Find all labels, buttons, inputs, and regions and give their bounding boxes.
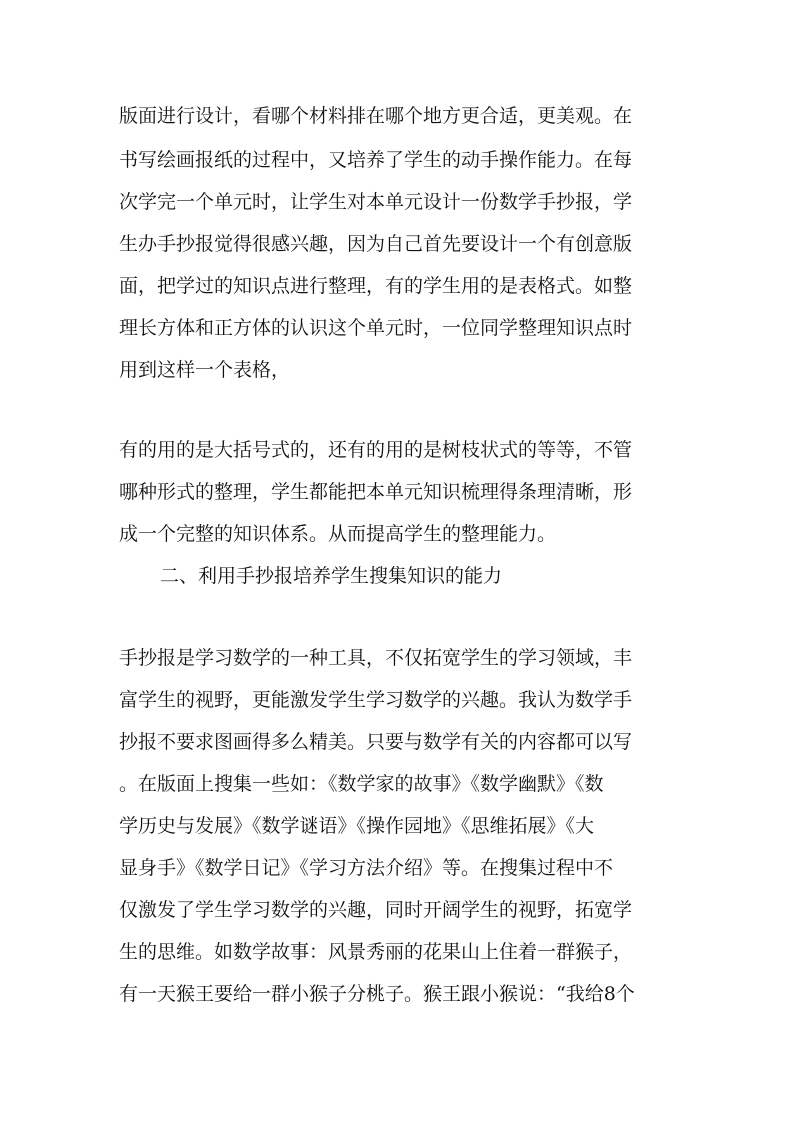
paragraph3-line: 抄报不要求图画得多么精美。只要与数学有关的内容都可以写 [119,731,633,753]
section-heading: 二、利用手抄报培养学生搜集知识的能力 [160,565,503,587]
paragraph1-line: 面，把学过的知识点进行整理，有的学生用的是表格式。如整 [119,275,633,297]
paragraph1-line: 理长方体和正方体的认识这个单元时，一位同学整理知识点时 [119,317,633,339]
paragraph1-line: 用到这样一个表格， [119,359,291,381]
paragraph2-line: 有的用的是大括号式的，还有的用的是树枝状式的等等，不管 [119,439,633,461]
paragraph3-line: 显身手》《数学日记》《学习方法介绍》等。在搜集过程中不 [119,857,614,879]
paragraph1-line: 版面进行设计，看哪个材料排在哪个地方更合适，更美观。在 [119,105,633,127]
paragraph3-line: 仅激发了学生学习数学的兴趣，同时开阔学生的视野，拓宽学 [119,899,633,921]
paragraph1-line: 书写绘画报纸的过程中，又培养了学生的动手操作能力。在每 [119,149,633,171]
paragraph2-line: 哪种形式的整理，学生都能把本单元知识梳理得条理清晰，形 [119,481,633,503]
paragraph3-line: 。在版面上搜集一些如：《数学家的故事》《数学幽默》《数 [119,773,604,795]
paragraph3-line: 生的思维。如数学故事：风景秀丽的花果山上住着一群猴子， [119,941,633,963]
paragraph3-line: 学历史与发展》《数学谜语》《操作园地》《思维拓展》《大 [119,815,595,837]
paragraph3-line: 富学生的视野，更能激发学生学习数学的兴趣。我认为数学手 [119,689,633,711]
paragraph1-line: 生办手抄报觉得很感兴趣，因为自己首先要设计一个有创意版 [119,233,633,255]
paragraph1-line: 次学完一个单元时，让学生对本单元设计一份数学手抄报，学 [119,191,633,213]
paragraph3-line: 有一天猴王要给一群小猴子分桃子。猴王跟小猴说：“我给8个 [119,983,635,1005]
paragraph2-line: 成一个完整的知识体系。从而提高学生的整理能力。 [119,523,557,545]
paragraph3-line: 手抄报是学习数学的一种工具，不仅拓宽学生的学习领域，丰 [119,647,633,669]
